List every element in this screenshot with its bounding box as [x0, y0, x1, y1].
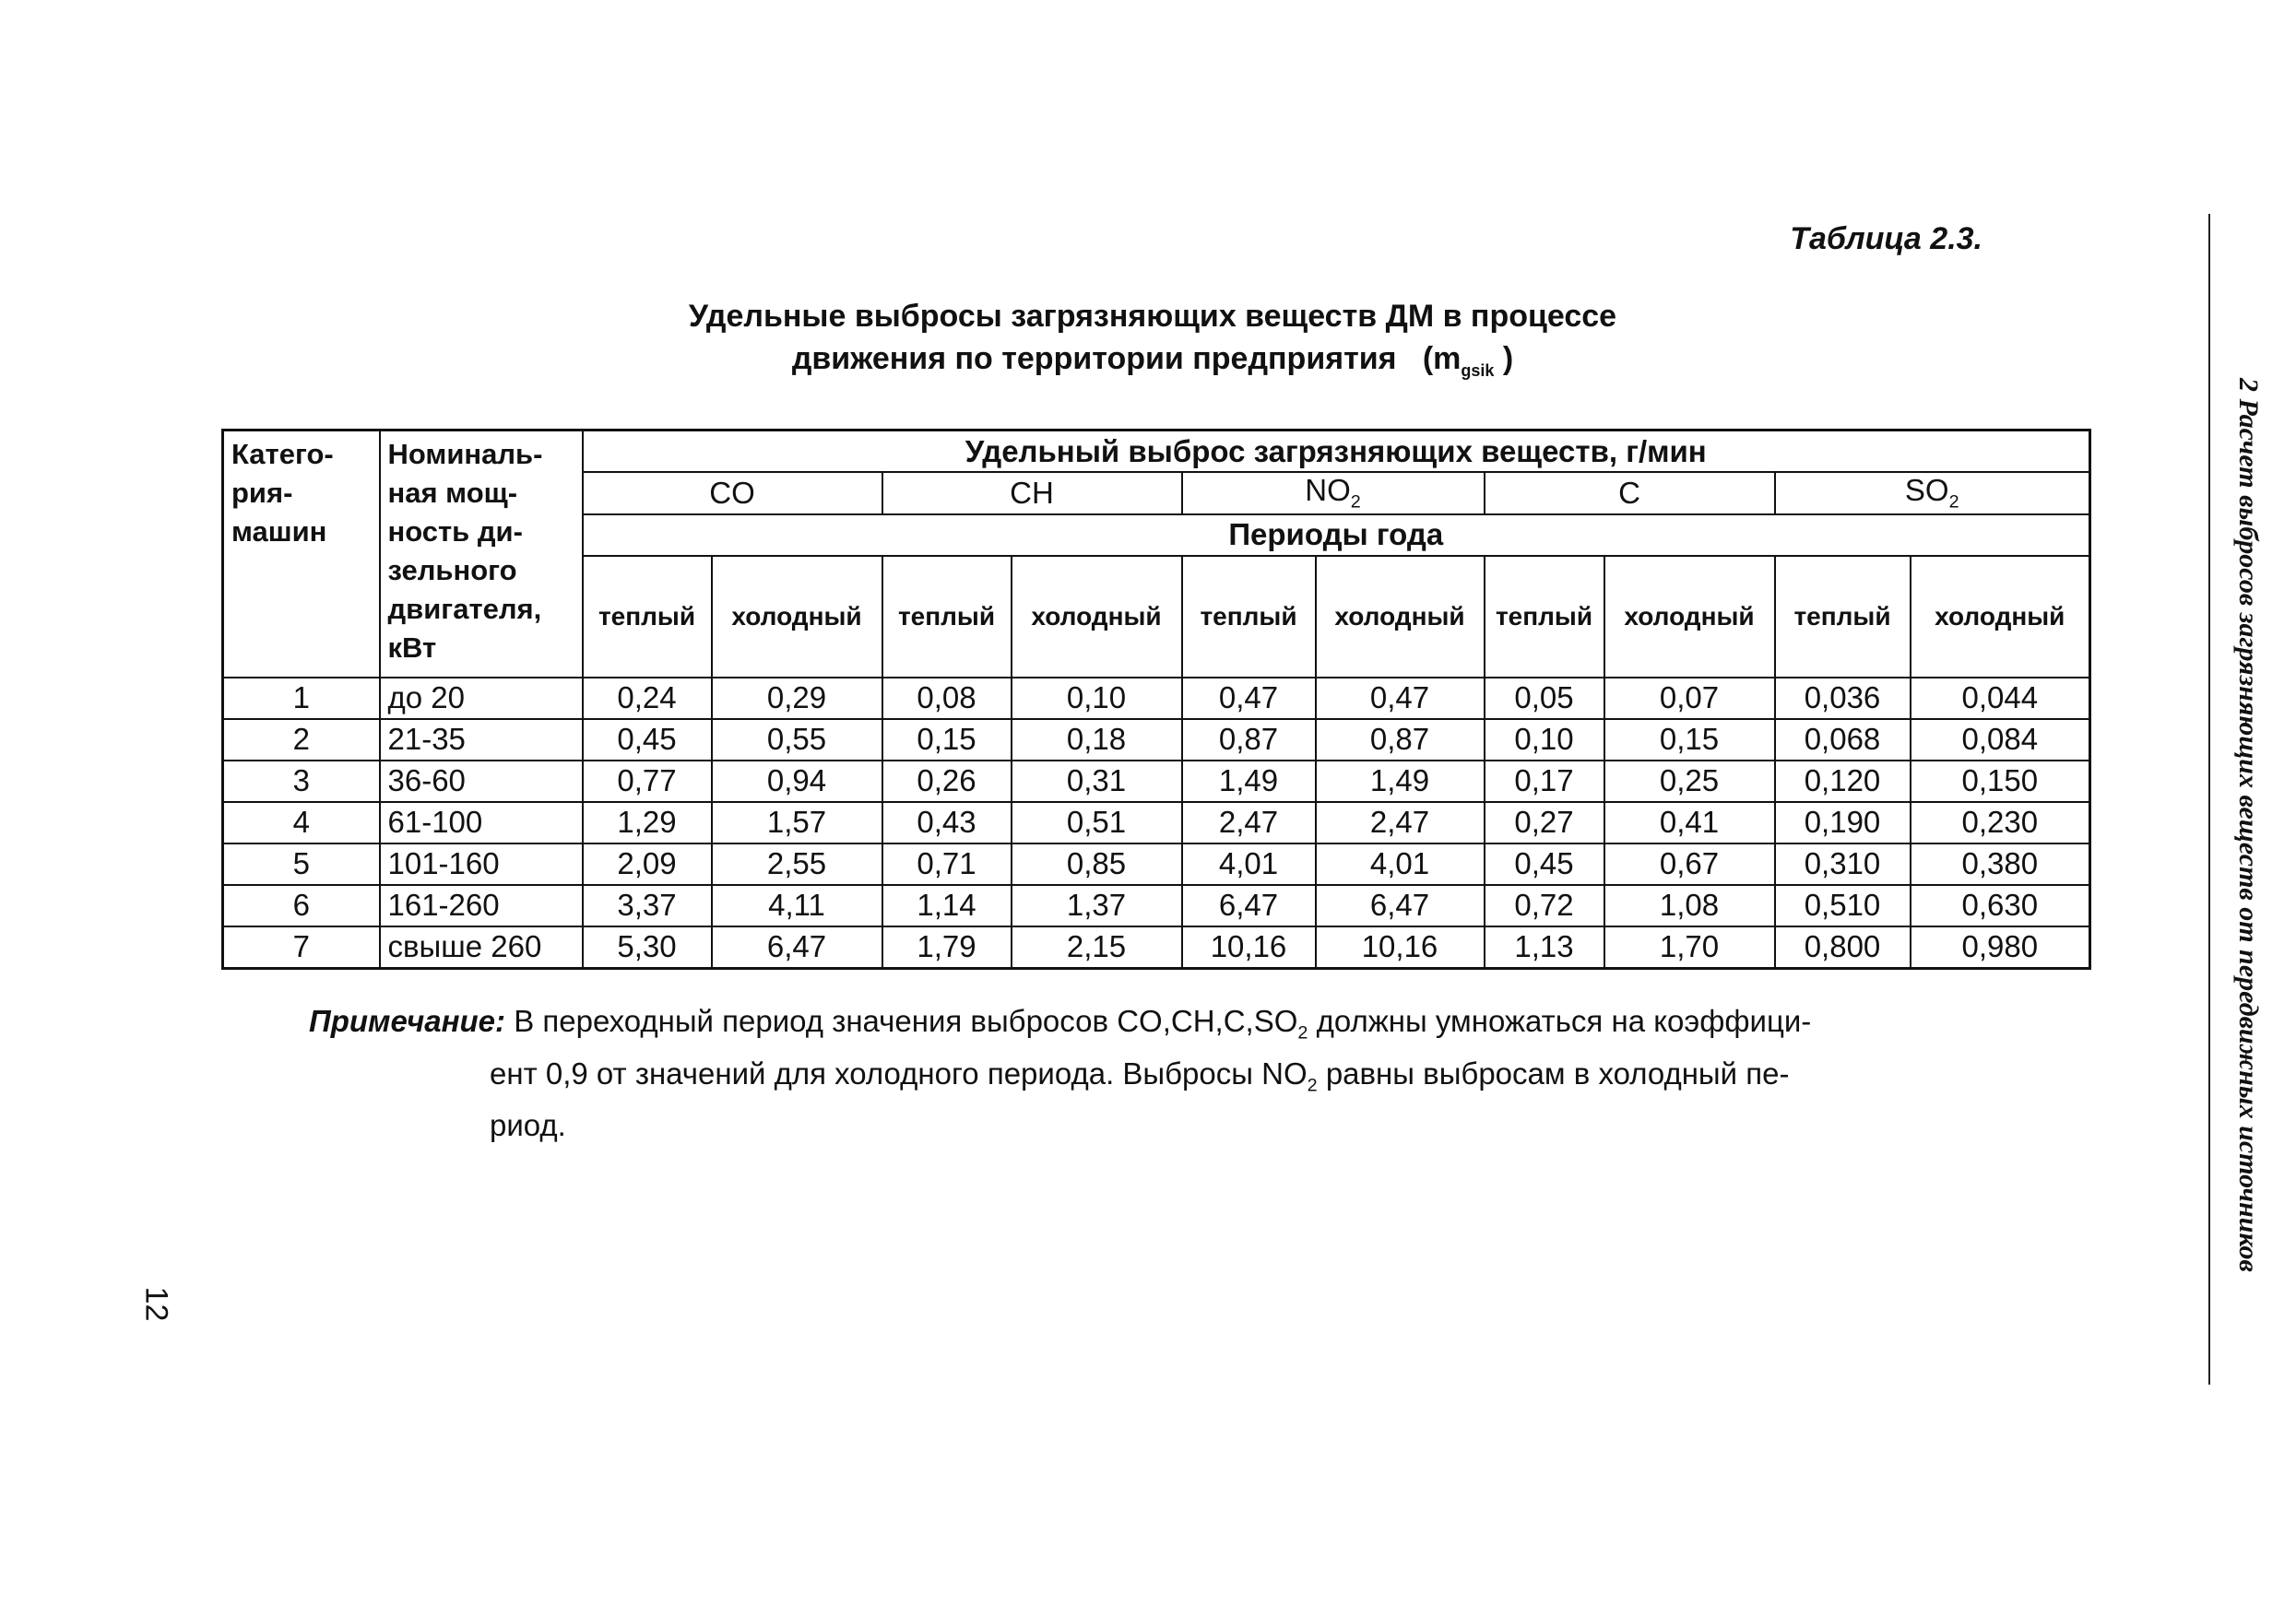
- header-period-warm: теплый: [882, 556, 1012, 678]
- header-substance: [583, 472, 882, 514]
- cell-value: 0,980: [1911, 926, 2090, 969]
- header-substance: [1775, 472, 2090, 514]
- cell-value: 0,10: [1485, 719, 1604, 761]
- header-period-warm: теплый: [583, 556, 712, 678]
- cell-value: 10,16: [1182, 926, 1316, 969]
- cell-value: 1,49: [1182, 761, 1316, 802]
- cell-power: 61-100: [380, 802, 583, 843]
- cell-value: 0,26: [882, 761, 1012, 802]
- header-substance: [1485, 472, 1775, 514]
- cell-value: 0,17: [1485, 761, 1604, 802]
- cell-power: свыше 260: [380, 926, 583, 969]
- running-head: 2 Расчет выбросов загрязняющих веществ от передвижных источников: [2233, 378, 2264, 1272]
- cell-power: 36-60: [380, 761, 583, 802]
- cell-value: 0,51: [1012, 802, 1182, 843]
- cell-value: 6,47: [1182, 885, 1316, 926]
- page-number: 12: [138, 1286, 174, 1322]
- header-period-warm: теплый: [1775, 556, 1911, 678]
- note-label: Примечание:: [309, 1004, 506, 1038]
- cell-value: 0,43: [882, 802, 1012, 843]
- cell-value: 0,15: [1604, 719, 1775, 761]
- cell-value: 0,45: [583, 719, 712, 761]
- header-period-cold: холодный: [712, 556, 882, 678]
- cell-value: 0,47: [1182, 678, 1316, 719]
- header-substance: [1182, 472, 1485, 514]
- cell-value: 1,70: [1604, 926, 1775, 969]
- cell-value: 6,47: [1316, 885, 1485, 926]
- table-note: [309, 1001, 1932, 1146]
- cell-power: до 20: [380, 678, 583, 719]
- cell-value: 0,036: [1775, 678, 1911, 719]
- title-symbol-subscript: gsik: [1461, 360, 1495, 380]
- cell-value: 0,94: [712, 761, 882, 802]
- table-row: [223, 678, 2090, 719]
- cell-value: 2,47: [1316, 802, 1485, 843]
- cell-category: 4: [223, 802, 380, 843]
- cell-value: 0,230: [1911, 802, 2090, 843]
- title-line-2: [516, 337, 1789, 392]
- cell-value: 1,49: [1316, 761, 1485, 802]
- cell-value: 3,37: [583, 885, 712, 926]
- cell-value: 0,068: [1775, 719, 1911, 761]
- cell-value: 0,87: [1316, 719, 1485, 761]
- table-number-label: Таблица 2.3.: [1790, 221, 1982, 256]
- header-category: Катего- рия- машин: [223, 431, 380, 678]
- cell-category: 6: [223, 885, 380, 926]
- substance-name: NO: [1305, 473, 1351, 507]
- note-rest-1: ент 0,9 от значений для холодного периода. Выбросы NO: [490, 1056, 1308, 1091]
- cell-value: 10,16: [1316, 926, 1485, 969]
- note-text-2: должны умножаться на коэффици-: [1308, 1004, 1812, 1038]
- note-text-1: В переходный период значения выбросов CO,CH,C,SO: [505, 1004, 1298, 1038]
- substance-name: SO: [1904, 473, 1949, 507]
- note-sub-1: 2: [1297, 1022, 1308, 1044]
- cell-value: 2,47: [1182, 802, 1316, 843]
- title-line-2-text: движения по территории предприятия: [791, 341, 1397, 376]
- cell-value: 0,05: [1485, 678, 1604, 719]
- note-continuation: [309, 1054, 1932, 1147]
- cell-value: 1,13: [1485, 926, 1604, 969]
- cell-value: 0,120: [1775, 761, 1911, 802]
- cell-value: 0,27: [1485, 802, 1604, 843]
- cell-value: 0,084: [1911, 719, 2090, 761]
- cell-value: 0,310: [1775, 843, 1911, 885]
- cell-value: 0,55: [712, 719, 882, 761]
- title-symbol-close: ): [1502, 341, 1514, 376]
- cell-value: 0,044: [1911, 678, 2090, 719]
- cell-value: 0,800: [1775, 926, 1911, 969]
- cell-value: 0,29: [712, 678, 882, 719]
- table-row: [223, 719, 2090, 761]
- substance-subscript: 2: [1948, 491, 1959, 513]
- note-rest-3: риод.: [490, 1108, 566, 1143]
- note-sub-2: 2: [1307, 1075, 1318, 1096]
- cell-power: 161-260: [380, 885, 583, 926]
- cell-value: 0,41: [1604, 802, 1775, 843]
- cell-value: 0,31: [1012, 761, 1182, 802]
- header-periods: Периоды года: [583, 514, 2090, 556]
- cell-value: 6,47: [712, 926, 882, 969]
- cell-value: 1,57: [712, 802, 882, 843]
- cell-value: 5,30: [583, 926, 712, 969]
- cell-value: 1,79: [882, 926, 1012, 969]
- cell-value: 0,380: [1911, 843, 2090, 885]
- cell-value: 0,190: [1775, 802, 1911, 843]
- cell-value: 4,01: [1182, 843, 1316, 885]
- cell-value: 0,67: [1604, 843, 1775, 885]
- header-power: Номиналь- ная мощ- ность ди- зельного двигателя, кВт: [380, 431, 583, 678]
- cell-value: 0,72: [1485, 885, 1604, 926]
- title-line-1: Удельные выбросы загрязняющих веществ ДМ в процессе: [688, 299, 1617, 334]
- cell-value: 0,87: [1182, 719, 1316, 761]
- cell-value: 0,24: [583, 678, 712, 719]
- cell-value: 2,09: [583, 843, 712, 885]
- substance-subscript: 2: [1350, 491, 1361, 513]
- cell-value: 0,71: [882, 843, 1012, 885]
- cell-value: 0,77: [583, 761, 712, 802]
- header-period-cold: холодный: [1316, 556, 1485, 678]
- cell-value: 0,25: [1604, 761, 1775, 802]
- table-row: [223, 926, 2090, 969]
- table-row: [223, 885, 2090, 926]
- cell-value: 1,08: [1604, 885, 1775, 926]
- substance-name: CO: [709, 475, 755, 510]
- cell-value: 1,29: [583, 802, 712, 843]
- cell-value: 0,15: [882, 719, 1012, 761]
- cell-value: 0,510: [1775, 885, 1911, 926]
- header-period-cold: холодный: [1911, 556, 2090, 678]
- header-period-cold: холодный: [1604, 556, 1775, 678]
- header-period-warm: теплый: [1485, 556, 1604, 678]
- cell-value: 0,45: [1485, 843, 1604, 885]
- cell-value: 0,47: [1316, 678, 1485, 719]
- title-symbol: (m: [1422, 341, 1462, 376]
- cell-category: 1: [223, 678, 380, 719]
- note-rest-2: равны выбросам в холодный пе-: [1317, 1056, 1790, 1091]
- side-rule: [2208, 214, 2210, 1385]
- cell-value: 0,08: [882, 678, 1012, 719]
- table-row: [223, 761, 2090, 802]
- cell-value: 0,630: [1911, 885, 2090, 926]
- table-row: [223, 802, 2090, 843]
- cell-value: 0,10: [1012, 678, 1182, 719]
- cell-category: 3: [223, 761, 380, 802]
- cell-value: 4,01: [1316, 843, 1485, 885]
- cell-value: 0,07: [1604, 678, 1775, 719]
- cell-power: 21-35: [380, 719, 583, 761]
- cell-value: 0,18: [1012, 719, 1182, 761]
- cell-category: 2: [223, 719, 380, 761]
- cell-category: 5: [223, 843, 380, 885]
- header-emission: Удельный выброс загрязняющих веществ, г/мин: [583, 431, 2090, 473]
- emissions-table: [221, 429, 2091, 970]
- cell-power: 101-160: [380, 843, 583, 885]
- header-period-warm: теплый: [1182, 556, 1316, 678]
- cell-value: 0,150: [1911, 761, 2090, 802]
- cell-value: 2,55: [712, 843, 882, 885]
- substance-name: C: [1618, 475, 1640, 510]
- table-row: [223, 843, 2090, 885]
- cell-value: 2,15: [1012, 926, 1182, 969]
- substance-name: CH: [1010, 475, 1054, 510]
- cell-value: 4,11: [712, 885, 882, 926]
- cell-value: 1,37: [1012, 885, 1182, 926]
- header-substance: [882, 472, 1182, 514]
- cell-value: 1,14: [882, 885, 1012, 926]
- cell-value: 0,85: [1012, 843, 1182, 885]
- table-title: [516, 295, 1789, 392]
- cell-category: 7: [223, 926, 380, 969]
- header-period-cold: холодный: [1012, 556, 1182, 678]
